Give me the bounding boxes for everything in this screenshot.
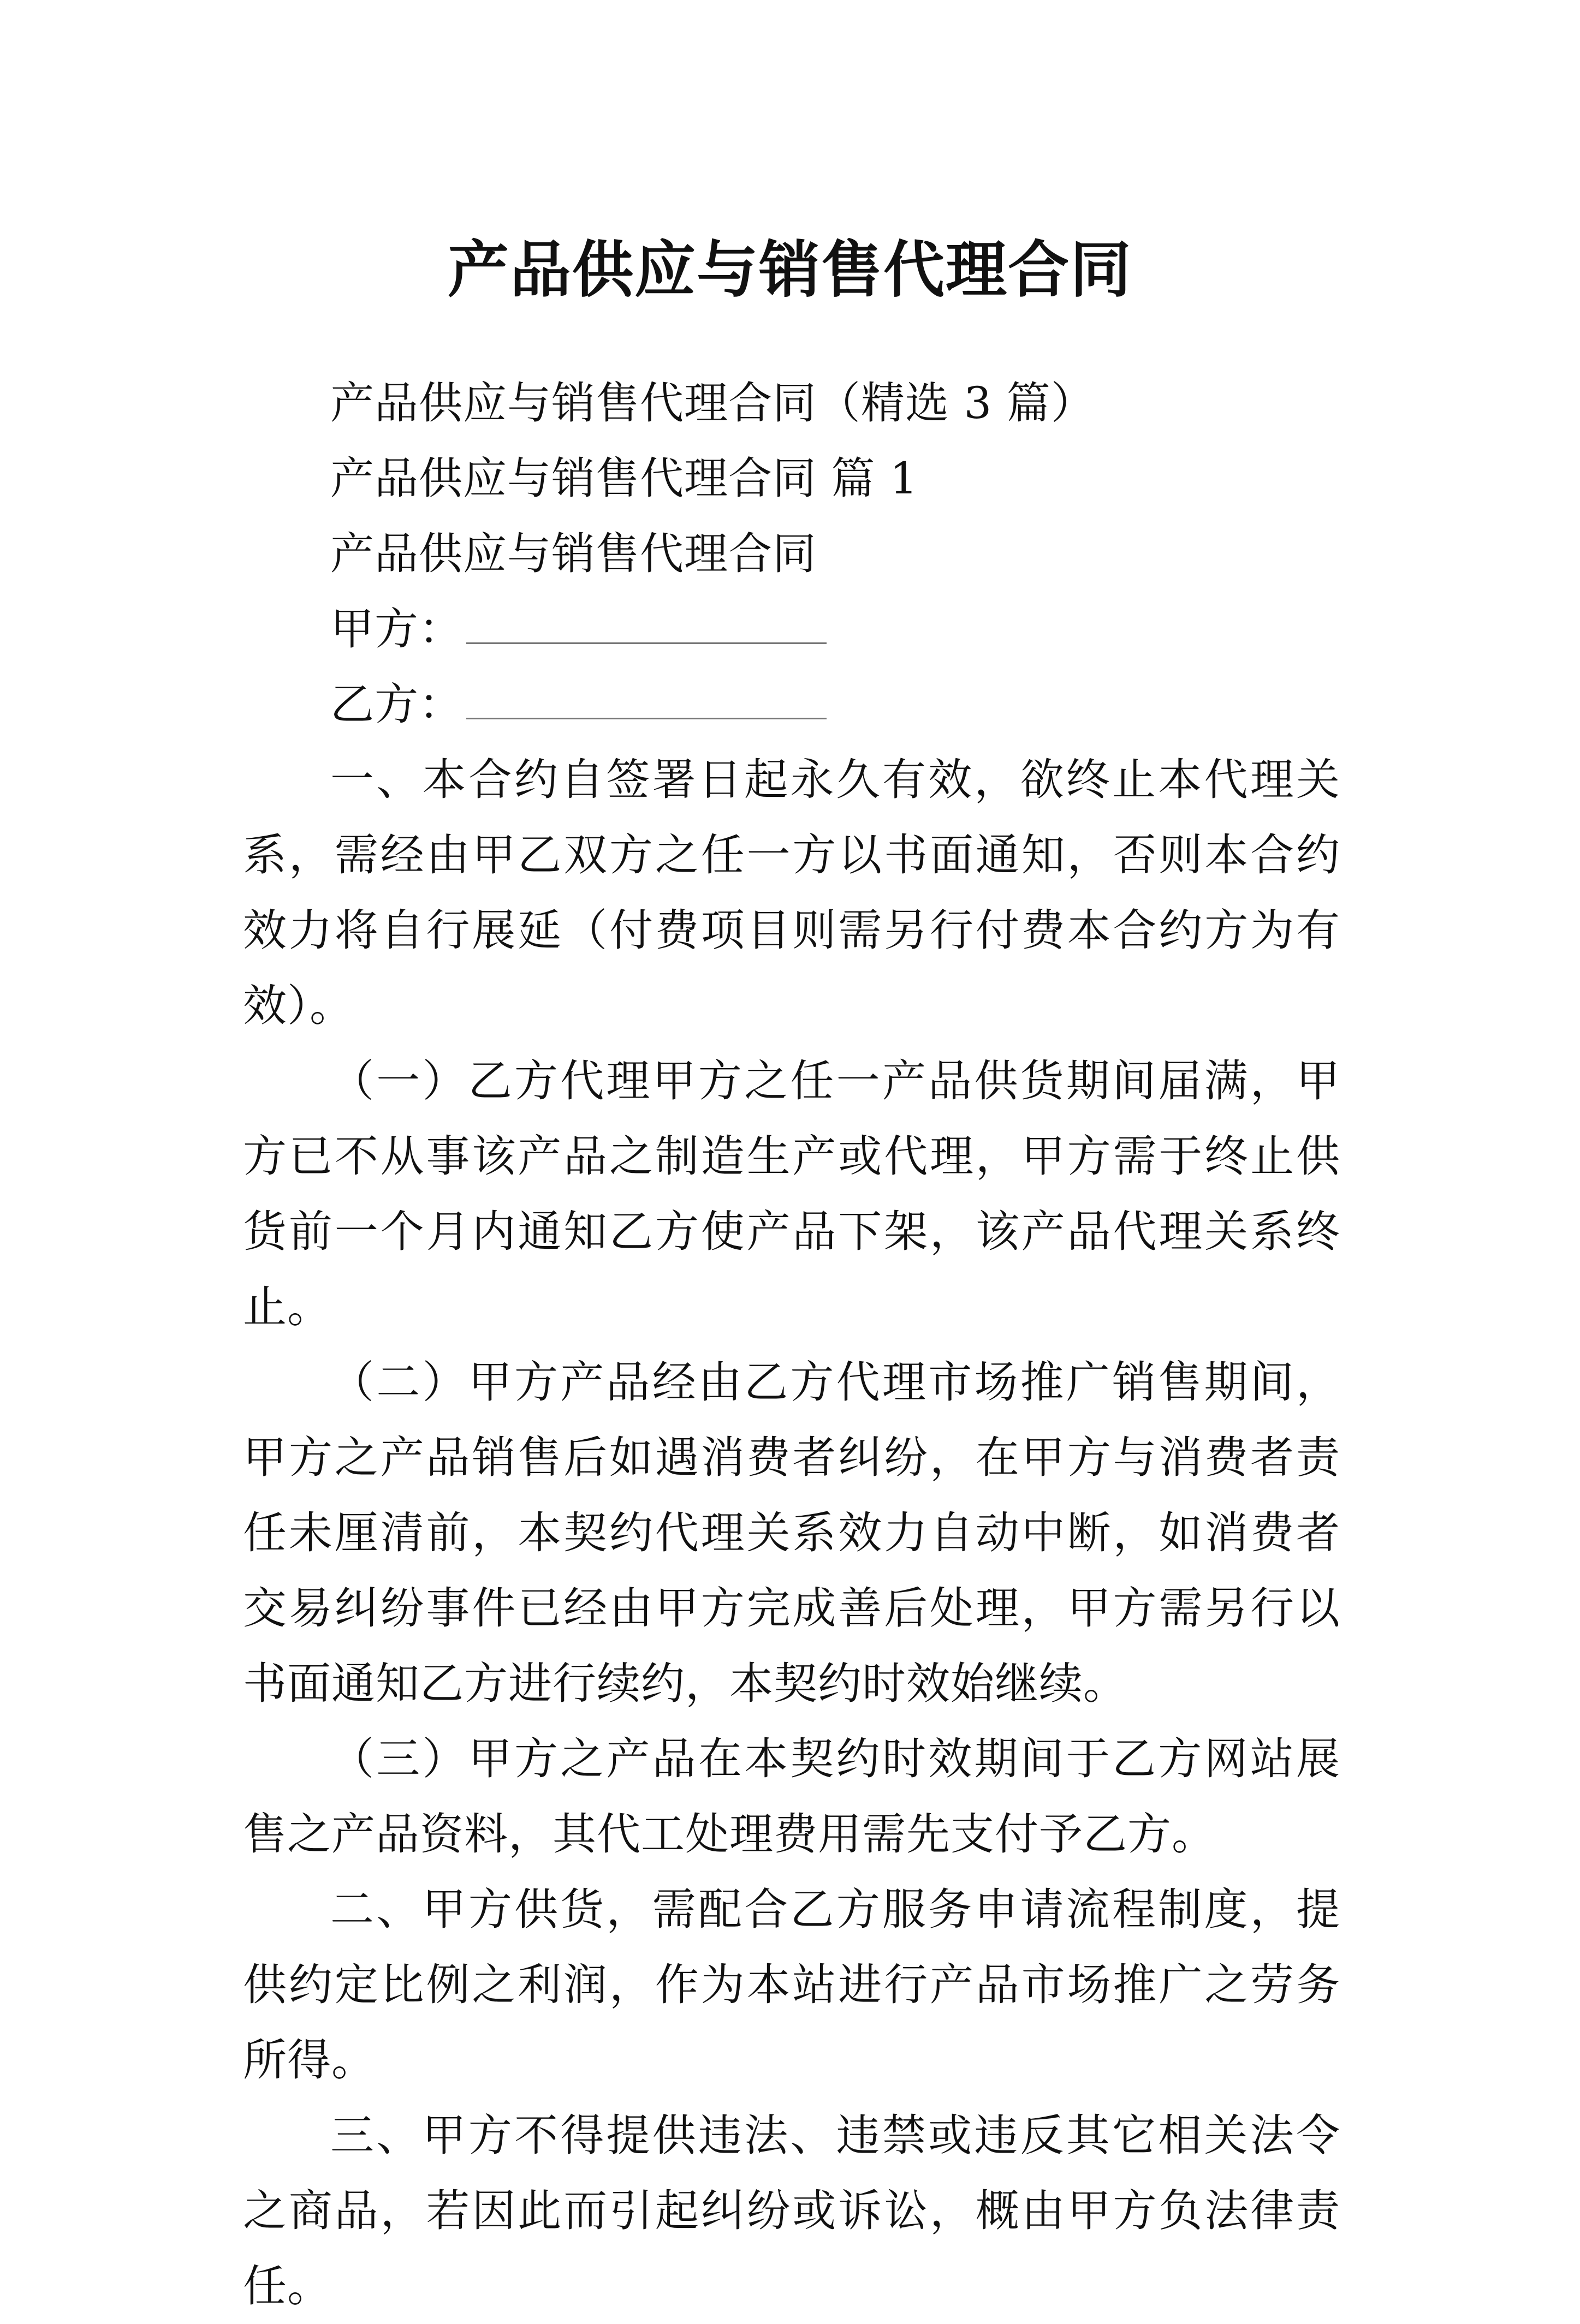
party-b-blank [466,685,827,719]
clause-1-2: （二）甲方产品经由乙方代理市场推广销售期间，甲方之产品销售后如遇消费者纠纷，在甲方与消费者责任未厘清前，本契约代理关系效力自动中断，如消费者交易纠纷事件已经由甲方完成善后处理，甲方需另行以书面通知乙方进行续约，本契约时效始继续。 [243,1357,1340,1709]
document-body [243,366,1340,2324]
contract-name: 产品供应与销售代理合同 [330,528,817,579]
clause-3: 三、甲方不得提供违法、违禁或违反其它相关法令之商品，若因此而引起纠纷或诉讼，概由甲方负法律责任。 [243,2110,1340,2311]
document-subtitle: 产品供应与销售代理合同（精选 3 篇） [330,378,1095,428]
party-a-label: 甲方： [330,604,463,654]
clause-1-3: （三）甲方之产品在本契约时效期间于乙方网站展售之产品资料，其代工处理费用需先支付予乙方。 [243,1733,1340,1860]
section-heading: 产品供应与销售代理合同 篇 1 [330,453,918,504]
party-a-blank [466,610,827,644]
clause-1: 一、本合约自签署日起永久有效，欲终止本代理关系，需经由甲乙双方之任一方以书面通知，否则本合约效力将自行展延（付费项目则需另行付费本合约方为有效）。 [243,754,1340,1031]
clause-2: 二、甲方供货，需配合乙方服务申请流程制度，提供约定比例之利润，作为本站进行产品市场推广之劳务所得。 [243,1884,1340,2085]
party-b-line [243,667,1340,742]
clause-1-1: （一）乙方代理甲方之任一产品供货期间届满，甲方已不从事该产品之制造生产或代理，甲方需于终止供货前一个月内通知乙方使产品下架，该产品代理关系终止。 [243,1056,1340,1332]
document-title: 产品供应与销售代理合同 [448,234,1132,306]
party-b-label: 乙方： [330,679,463,730]
party-a-line [243,592,1340,667]
